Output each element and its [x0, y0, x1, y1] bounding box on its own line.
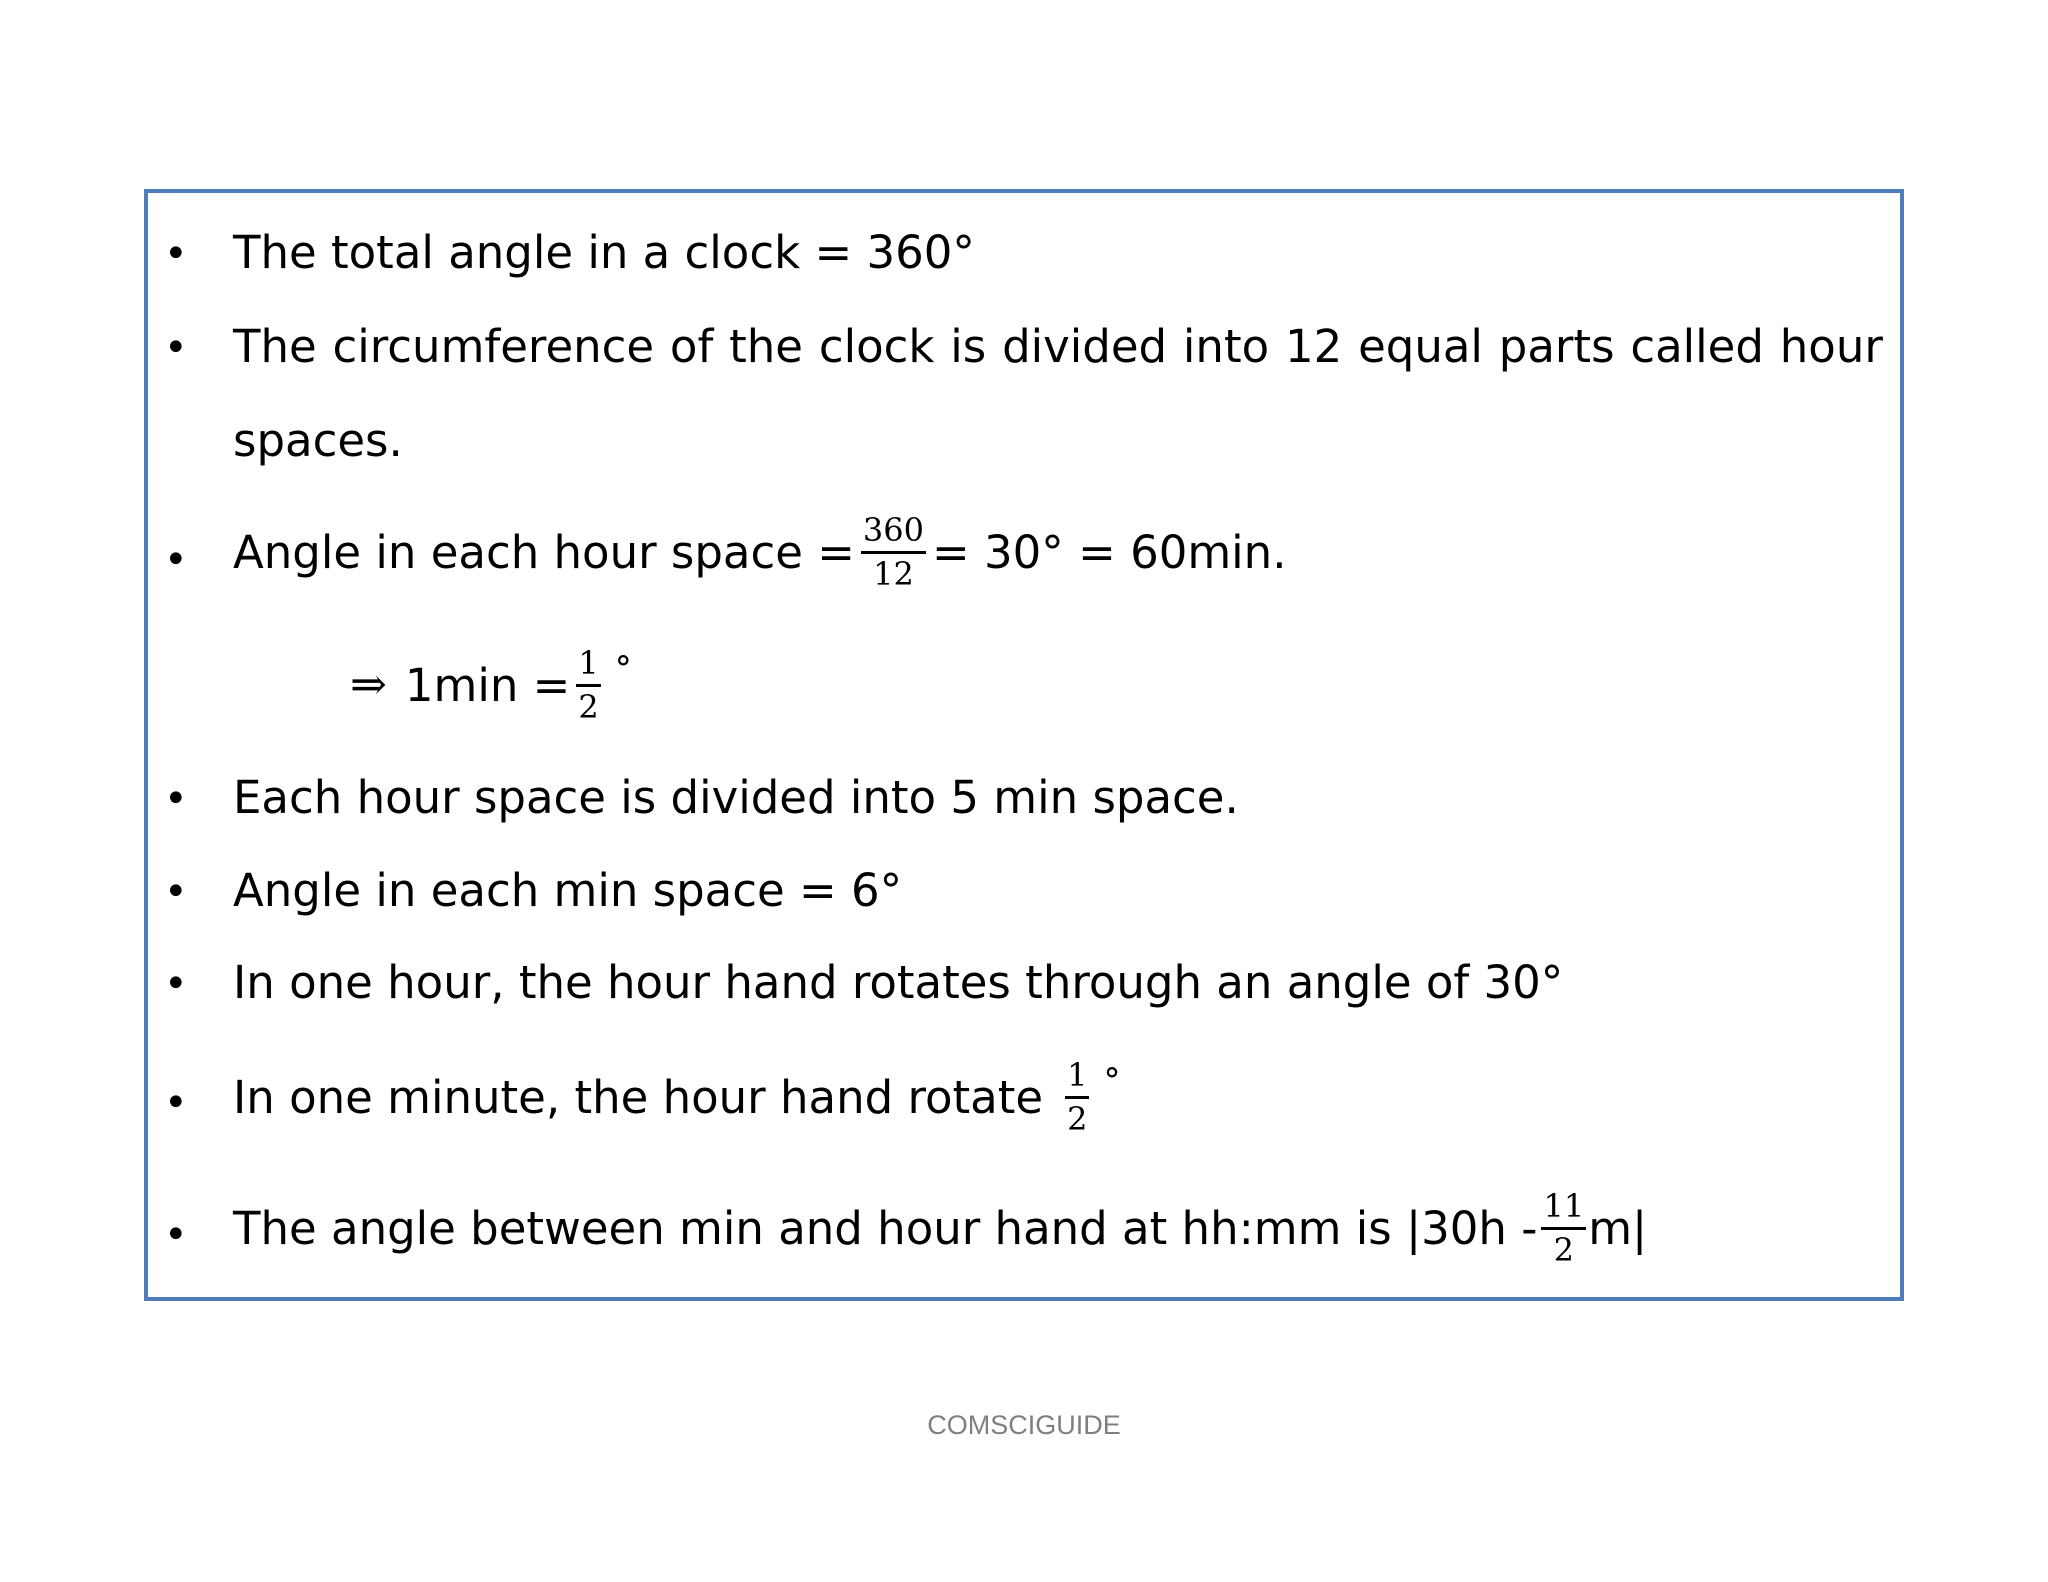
bullet-hour-hand-per-minute	[233, 1057, 1120, 1138]
bullet-marker: •	[164, 776, 188, 822]
word: into	[1182, 320, 1270, 373]
bullet-circumference	[233, 320, 1883, 373]
fraction-denominator: 12	[873, 554, 914, 593]
one-minute-label: 1min =	[404, 658, 571, 712]
word: of	[669, 320, 714, 373]
word: The	[233, 320, 317, 373]
fraction-numerator: 1	[1067, 1056, 1088, 1094]
fraction-bar	[1541, 1227, 1586, 1230]
fraction-numerator: 1	[578, 644, 599, 682]
fraction-360-over-12	[861, 512, 926, 593]
bullet-total-angle: The total angle in a clock = 360°	[233, 226, 975, 279]
bullet-circumference-continued: spaces.	[233, 414, 403, 467]
word: parts	[1498, 320, 1615, 373]
bullet-marker: •	[164, 537, 188, 583]
word: clock	[818, 320, 935, 373]
hour-hand-minute-label: In one minute, the hour hand rotate	[233, 1070, 1044, 1124]
bullet-angle-formula	[233, 1188, 1647, 1269]
degree-symbol: °	[1103, 1061, 1121, 1102]
word: called	[1630, 320, 1764, 373]
word: equal	[1358, 320, 1483, 373]
bullet-min-space-angle: Angle in each min space = 6°	[233, 864, 903, 917]
word: the	[729, 320, 803, 373]
fraction-numerator: 11	[1543, 1187, 1585, 1225]
degree-symbol: °	[614, 649, 632, 690]
bullet-marker: •	[164, 961, 188, 1007]
fraction-denominator: 2	[578, 687, 599, 726]
word: divided	[1002, 320, 1168, 373]
angle-formula-suffix: m|	[1588, 1201, 1648, 1255]
fraction-denominator: 2	[1553, 1230, 1575, 1269]
word: hour	[1779, 320, 1883, 373]
bullet-marker: •	[164, 869, 188, 915]
one-minute-angle	[350, 645, 632, 726]
hour-space-label: Angle in each hour space =	[233, 525, 855, 579]
implies-icon: ⇒	[350, 659, 387, 711]
fraction-bar	[861, 551, 926, 554]
word: is	[950, 320, 987, 373]
fraction-bar	[576, 684, 600, 687]
fraction-1-over-2	[576, 645, 600, 726]
bullet-marker: •	[164, 325, 188, 371]
bullet-marker: •	[164, 231, 188, 277]
footer-brand: COMSCIGUIDE	[927, 1410, 1121, 1440]
fraction-11-over-2	[1541, 1188, 1586, 1269]
fraction-denominator: 2	[1067, 1099, 1088, 1138]
bullet-hour-space-angle	[233, 512, 1287, 593]
fraction-numerator: 360	[862, 511, 924, 549]
angle-formula-label: The angle between min and hour hand at hh:mm is |30h -	[233, 1201, 1538, 1255]
word: circumference	[332, 320, 655, 373]
bullet-marker: •	[164, 1212, 188, 1258]
hour-space-result: = 30° = 60min.	[932, 525, 1287, 579]
fraction-bar	[1065, 1096, 1089, 1099]
bullet-marker: •	[164, 1080, 188, 1126]
word: 12	[1284, 320, 1343, 373]
bullet-min-space-division: Each hour space is divided into 5 min space.	[233, 771, 1239, 824]
fraction-1-over-2	[1065, 1057, 1089, 1138]
bullet-hour-hand-per-hour: In one hour, the hour hand rotates through an angle of 30°	[233, 956, 1564, 1009]
